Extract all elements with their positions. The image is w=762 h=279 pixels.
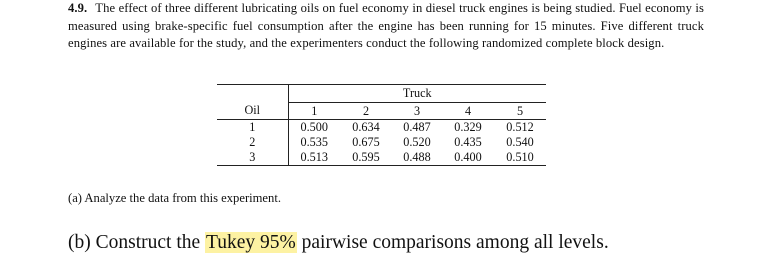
data-table	[217, 84, 546, 166]
table-cell: 0.513	[288, 150, 340, 166]
table-row	[217, 135, 546, 150]
table-corner	[217, 85, 288, 103]
table-cell: 0.510	[494, 150, 546, 166]
table-row	[217, 120, 546, 136]
problem-statement	[68, 0, 704, 53]
data-table-container	[217, 84, 546, 166]
oil-label: 1	[217, 120, 288, 136]
column-header: 1	[288, 103, 340, 120]
highlighted-text: Tukey 95%	[206, 232, 296, 253]
truck-group-header: Truck	[288, 85, 546, 103]
column-header: 5	[494, 103, 546, 120]
oil-label: 2	[217, 135, 288, 150]
table-cell: 0.400	[442, 150, 494, 166]
table-cell: 0.329	[454, 120, 482, 134]
table-cell: 0.488	[392, 150, 442, 166]
table-cell: 0.512	[506, 120, 534, 134]
table-cell: 0.520	[403, 135, 431, 149]
table-row	[217, 150, 546, 166]
part-b-prefix: (b) Construct the	[68, 232, 206, 253]
oil-row-header: Oil	[217, 103, 288, 120]
question-part-a: (a) Analyze the data from this experiment.	[68, 191, 281, 205]
table-cell: 0.535	[300, 135, 328, 149]
table-cell: 0.435	[454, 135, 482, 149]
table-cell: 0.634	[352, 120, 380, 134]
column-header: 3	[392, 103, 442, 120]
table-cell: 0.595	[340, 150, 392, 166]
table-cell: 0.675	[352, 135, 380, 149]
question-part-b	[68, 229, 609, 257]
problem-number: 4.9.	[68, 1, 88, 15]
oil-label: 3	[217, 150, 288, 166]
problem-text: The effect of three different lubricating oils on fuel economy in diesel truck engines is being studied. Fuel economy is measured using brake-specific fuel consumption after the engine has been running for 15 minutes. Five different truck engines are available for the study, and the experimenters conduct the following randomized complete block design.	[68, 1, 704, 51]
table-cell: 0.500	[300, 120, 328, 134]
part-b-suffix: pairwise comparisons among all levels.	[296, 232, 609, 253]
column-header: 4	[442, 103, 494, 120]
column-header: 2	[340, 103, 392, 120]
table-cell: 0.540	[506, 135, 534, 149]
table-cell: 0.487	[403, 120, 431, 134]
